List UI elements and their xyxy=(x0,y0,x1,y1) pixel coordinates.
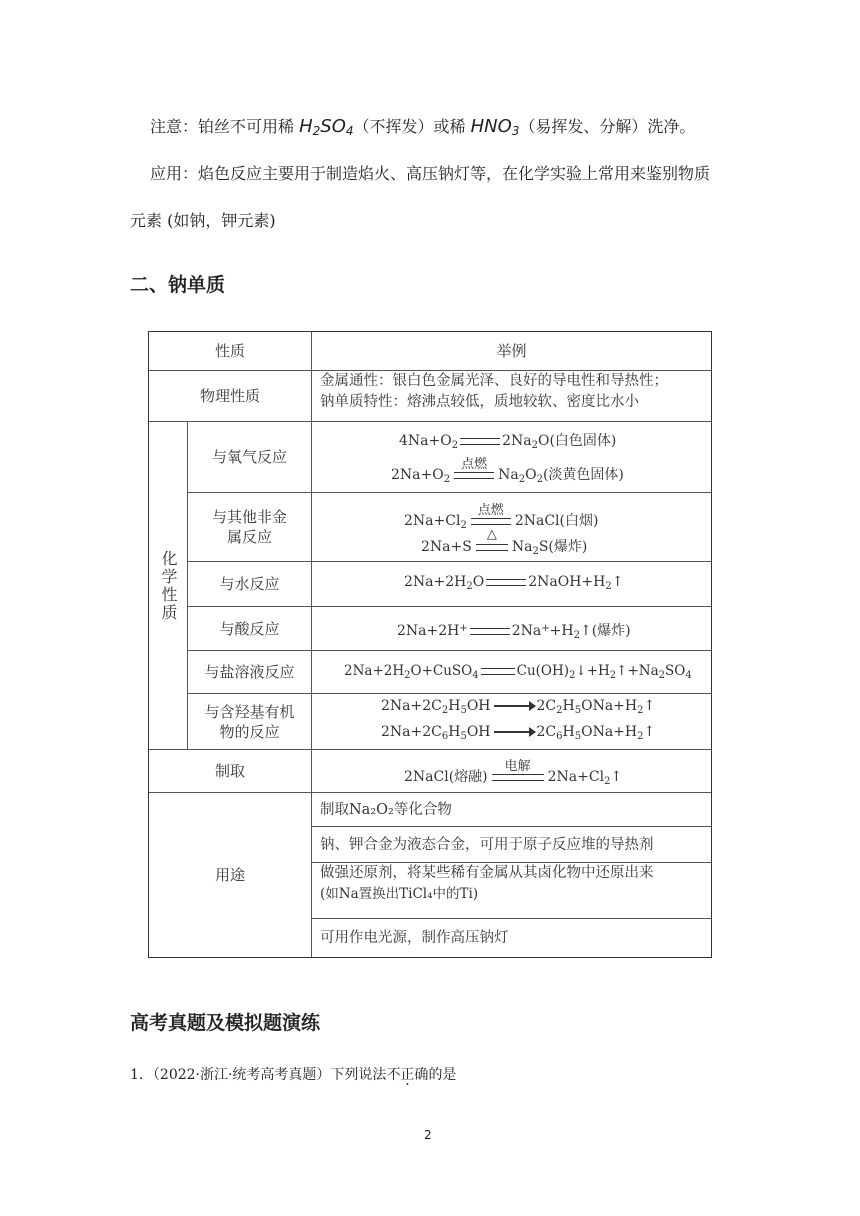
note-line-3: 元素 (如钠，钾元素) xyxy=(130,211,276,230)
header-example: 举例 xyxy=(496,342,527,360)
row-label-acid: 与酸反应 xyxy=(219,619,280,638)
row-label-nonmetal: 与其他非金属反应 xyxy=(211,508,287,546)
row-label-oxygen: 与氧气反应 xyxy=(211,448,287,466)
eq-na-s: 2Na+S △ $Na_2S$(爆炸) xyxy=(421,527,588,557)
use-item-3: 做强还原剂，将某些稀有金属从其卤化物中还原出来 (如Na置换出TiCl₄中的Ti) xyxy=(320,865,654,902)
h2so4-formula: $H_2SO_4$ xyxy=(299,116,354,138)
row-label-salt: 与盐溶液反应 xyxy=(204,663,295,681)
chemical-label: 化学性质 xyxy=(159,549,178,622)
eq-na-o2-1: $4Na+O_2$ $2Na_2O$(白色固体) xyxy=(399,433,617,451)
question-1: 1．（2022·浙江·统考高考真题）下列说法不正确的是 xyxy=(130,1067,457,1083)
note-line-1: 注意：铂丝不可用稀 $H_2SO_4$（不挥发）或稀 $HNO_3$（易挥发、分解）洗净。 xyxy=(150,116,696,138)
eq-na-cl2: $2Na+Cl_2$ 点燃 2NaCl(白烟) xyxy=(404,503,599,531)
eq-na-water: $2Na+2H_2O$ $2NaOH+H_2↑$ xyxy=(404,574,624,592)
physical-label: 物理性质 xyxy=(199,387,260,405)
row-label-hydroxyl: 与含羟基有机物的反应 xyxy=(204,702,295,741)
row-label-water: 与水反应 xyxy=(219,575,280,593)
eq-nacl-electrolysis: 2NaCl(熔融) 电解 $2Na+Cl_2↑$ xyxy=(404,759,623,787)
use-item-4: 可用作电光源，制作高压钠灯 xyxy=(320,930,509,946)
eq-na-o2-2: $2Na+O_2$ 点燃 $Na_2O_2$(淡黄色固体) xyxy=(391,457,624,485)
physical-desc: 金属通性：银白色金属光泽、良好的导电性和导热性； 钠单质特性：熔沸点较低，质地较软、密度比水小 xyxy=(320,373,668,410)
note-line-2: 应用：焰色反应主要用于制造焰火、高压钠灯等，在化学实验上常用来鉴别物质 xyxy=(150,164,711,183)
header-property: 性质 xyxy=(214,342,245,360)
prep-label: 制取 xyxy=(214,762,245,780)
use-item-2: 钠、钾合金为液态合金，可用于原子反应堆的导热剂 xyxy=(320,836,654,853)
eq-na-phenol: $2Na+2C_6H_5OH$ $2C_6H_5ONa+H_2↑$ xyxy=(381,724,656,742)
use-label: 用途 xyxy=(214,866,245,884)
eq-na-cuso4: $2Na+2H_2O+CuSO_4$ $Cu(OH)_2↓+H_2↑+Na_2SO_4$ xyxy=(344,663,692,681)
use-item-1: 制取Na₂O₂等化合物 xyxy=(320,801,452,818)
section-title: 二、钠单质 xyxy=(130,274,226,296)
practice-title: 高考真题及模拟题演练 xyxy=(130,1012,321,1034)
page-number: 2 xyxy=(424,1128,432,1142)
eq-na-acid: 2Na+2H+ $2Na^++H_2↑$(爆炸) xyxy=(397,623,631,641)
eq-na-ethanol: $2Na+2C_2H_5OH$ $2C_2H_5ONa+H_2↑$ xyxy=(381,698,656,716)
emphasis-text: 不正确 xyxy=(386,1067,429,1083)
sodium-properties-table xyxy=(148,331,712,958)
hno3-formula: $HNO_3$ xyxy=(470,116,520,138)
